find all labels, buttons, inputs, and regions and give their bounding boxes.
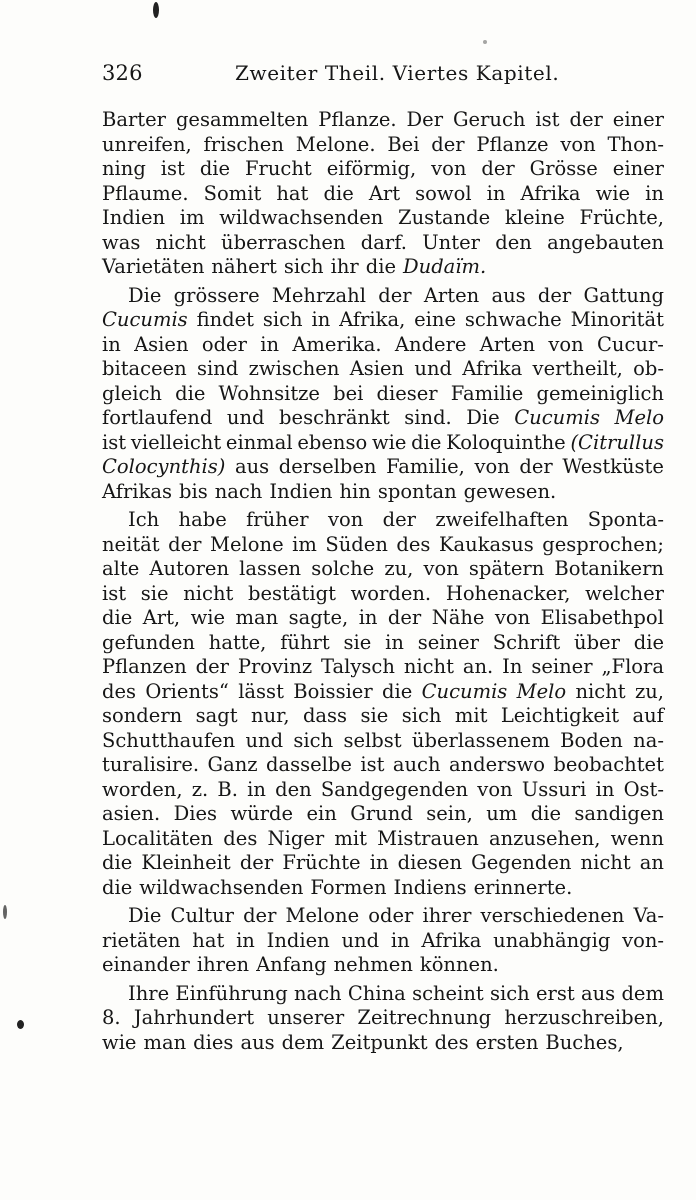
text-line: turalisire. Ganz dasselbe ist auch anderswo beobachtet (102, 753, 664, 776)
text-line: unreifen, frischen Melone. Bei der Pflanze von Thon- (102, 132, 664, 156)
text-line: in Asien oder in Amerika. Andere Arten von Cucur- (102, 332, 664, 356)
text-line: worden, z. B. in den Sandgegenden von Ussuri in Ost- (102, 777, 664, 801)
text-line: des Orients“ lässt Boissier die Cucumis Melo nicht zu, (102, 679, 664, 703)
text-line: die Kleinheit der Früchte in diesen Gegenden nicht an (102, 851, 664, 874)
text-line: einander ihren Anfang nehmen können. (102, 953, 499, 976)
text-line: Colocynthis) aus derselben Familie, von der Westküste (102, 455, 664, 478)
text-line: gleich die Wohnsitze bei dieser Familie gemeiniglich (102, 381, 664, 405)
paragraph (102, 108, 664, 280)
text-line: Ich habe früher von der zweifelhaften Sponta- (128, 508, 664, 531)
text-line: fortlaufend und beschränkt sind. Die Cucumis Melo (102, 406, 664, 429)
text-line: Pflaume. Somit hat die Art sowol in Afrika wie in (102, 181, 664, 205)
text-line: asien. Dies würde ein Grund sein, um die sandigen (102, 802, 664, 825)
text-line: 8. Jahrhundert unserer Zeitrechnung herzuschreiben, (102, 1006, 664, 1029)
scan-speck (17, 1020, 24, 1029)
scan-speck (3, 905, 7, 919)
paragraph (102, 284, 664, 505)
text-line: sondern sagt nur, dass sie sich mit Leichtigkeit auf (102, 704, 664, 727)
text-line: die Art, wie man sagte, in der Nähe von Elisabethpol (102, 606, 664, 629)
text-line: Die Cultur der Melone oder ihrer verschiedenen Va- (128, 904, 664, 927)
text-line: gefunden hatte, führt sie in seiner Schrift über die (102, 630, 664, 654)
page-number: 326 (102, 61, 143, 85)
text-line: neität der Melone im Süden des Kaukasus gesprochen; (102, 532, 664, 556)
text-line: ist sie nicht bestätigt worden. Hohenacker, welcher (102, 581, 664, 605)
text-line: alte Autoren lassen solche zu, von spätern Botanikern (102, 557, 664, 580)
paragraph (102, 904, 664, 978)
running-title: Zweiter Theil. Viertes Kapitel. (235, 61, 560, 85)
text-line: Schutthaufen und sich selbst überlassenem Boden na- (102, 728, 664, 752)
text-line: ist vielleicht einmal ebenso wie die Koloquinthe (Citrullus (102, 430, 664, 454)
text-line: Varietäten nähert sich ihr die Dudaïm. (102, 255, 487, 278)
scan-speck (153, 2, 159, 18)
text-line: Indien im wildwachsenden Zustande kleine Früchte, (102, 206, 664, 229)
paragraph (102, 508, 664, 900)
text-line: rietäten hat in Indien und in Afrika unabhängig von- (102, 928, 664, 952)
text-line: bitaceen sind zwischen Asien und Afrika vertheilt, ob- (102, 357, 664, 380)
text-line: Die grössere Mehrzahl der Arten aus der Gattung (128, 283, 664, 307)
text-line: was nicht überraschen darf. Unter den angebauten (102, 230, 664, 254)
text-line: wie man dies aus dem Zeitpunkt des ersten Buches, (102, 1030, 624, 1054)
text-line: Ihre Einführung nach China scheint sich erst aus dem (128, 981, 664, 1005)
text-line: Pflanzen der Provinz Talysch nicht an. In seiner „Flora (102, 655, 664, 678)
text-line: Cucumis findet sich in Afrika, eine schwache Minorität (102, 308, 664, 331)
text-line: die wildwachsenden Formen Indiens erinnerte. (102, 875, 573, 899)
text-line: Afrikas bis nach Indien hin spontan gewesen. (102, 479, 557, 503)
body-text (102, 108, 664, 1055)
scan-speck (483, 40, 487, 44)
paragraph (102, 982, 664, 1056)
text-line: ning ist die Frucht eiförmig, von der Grösse einer (102, 157, 664, 180)
text-line: Barter gesammelten Pflanze. Der Geruch ist der einer (102, 108, 664, 131)
page-header (102, 58, 662, 88)
text-line: Localitäten des Niger mit Mistrauen anzusehen, wenn (102, 826, 664, 850)
